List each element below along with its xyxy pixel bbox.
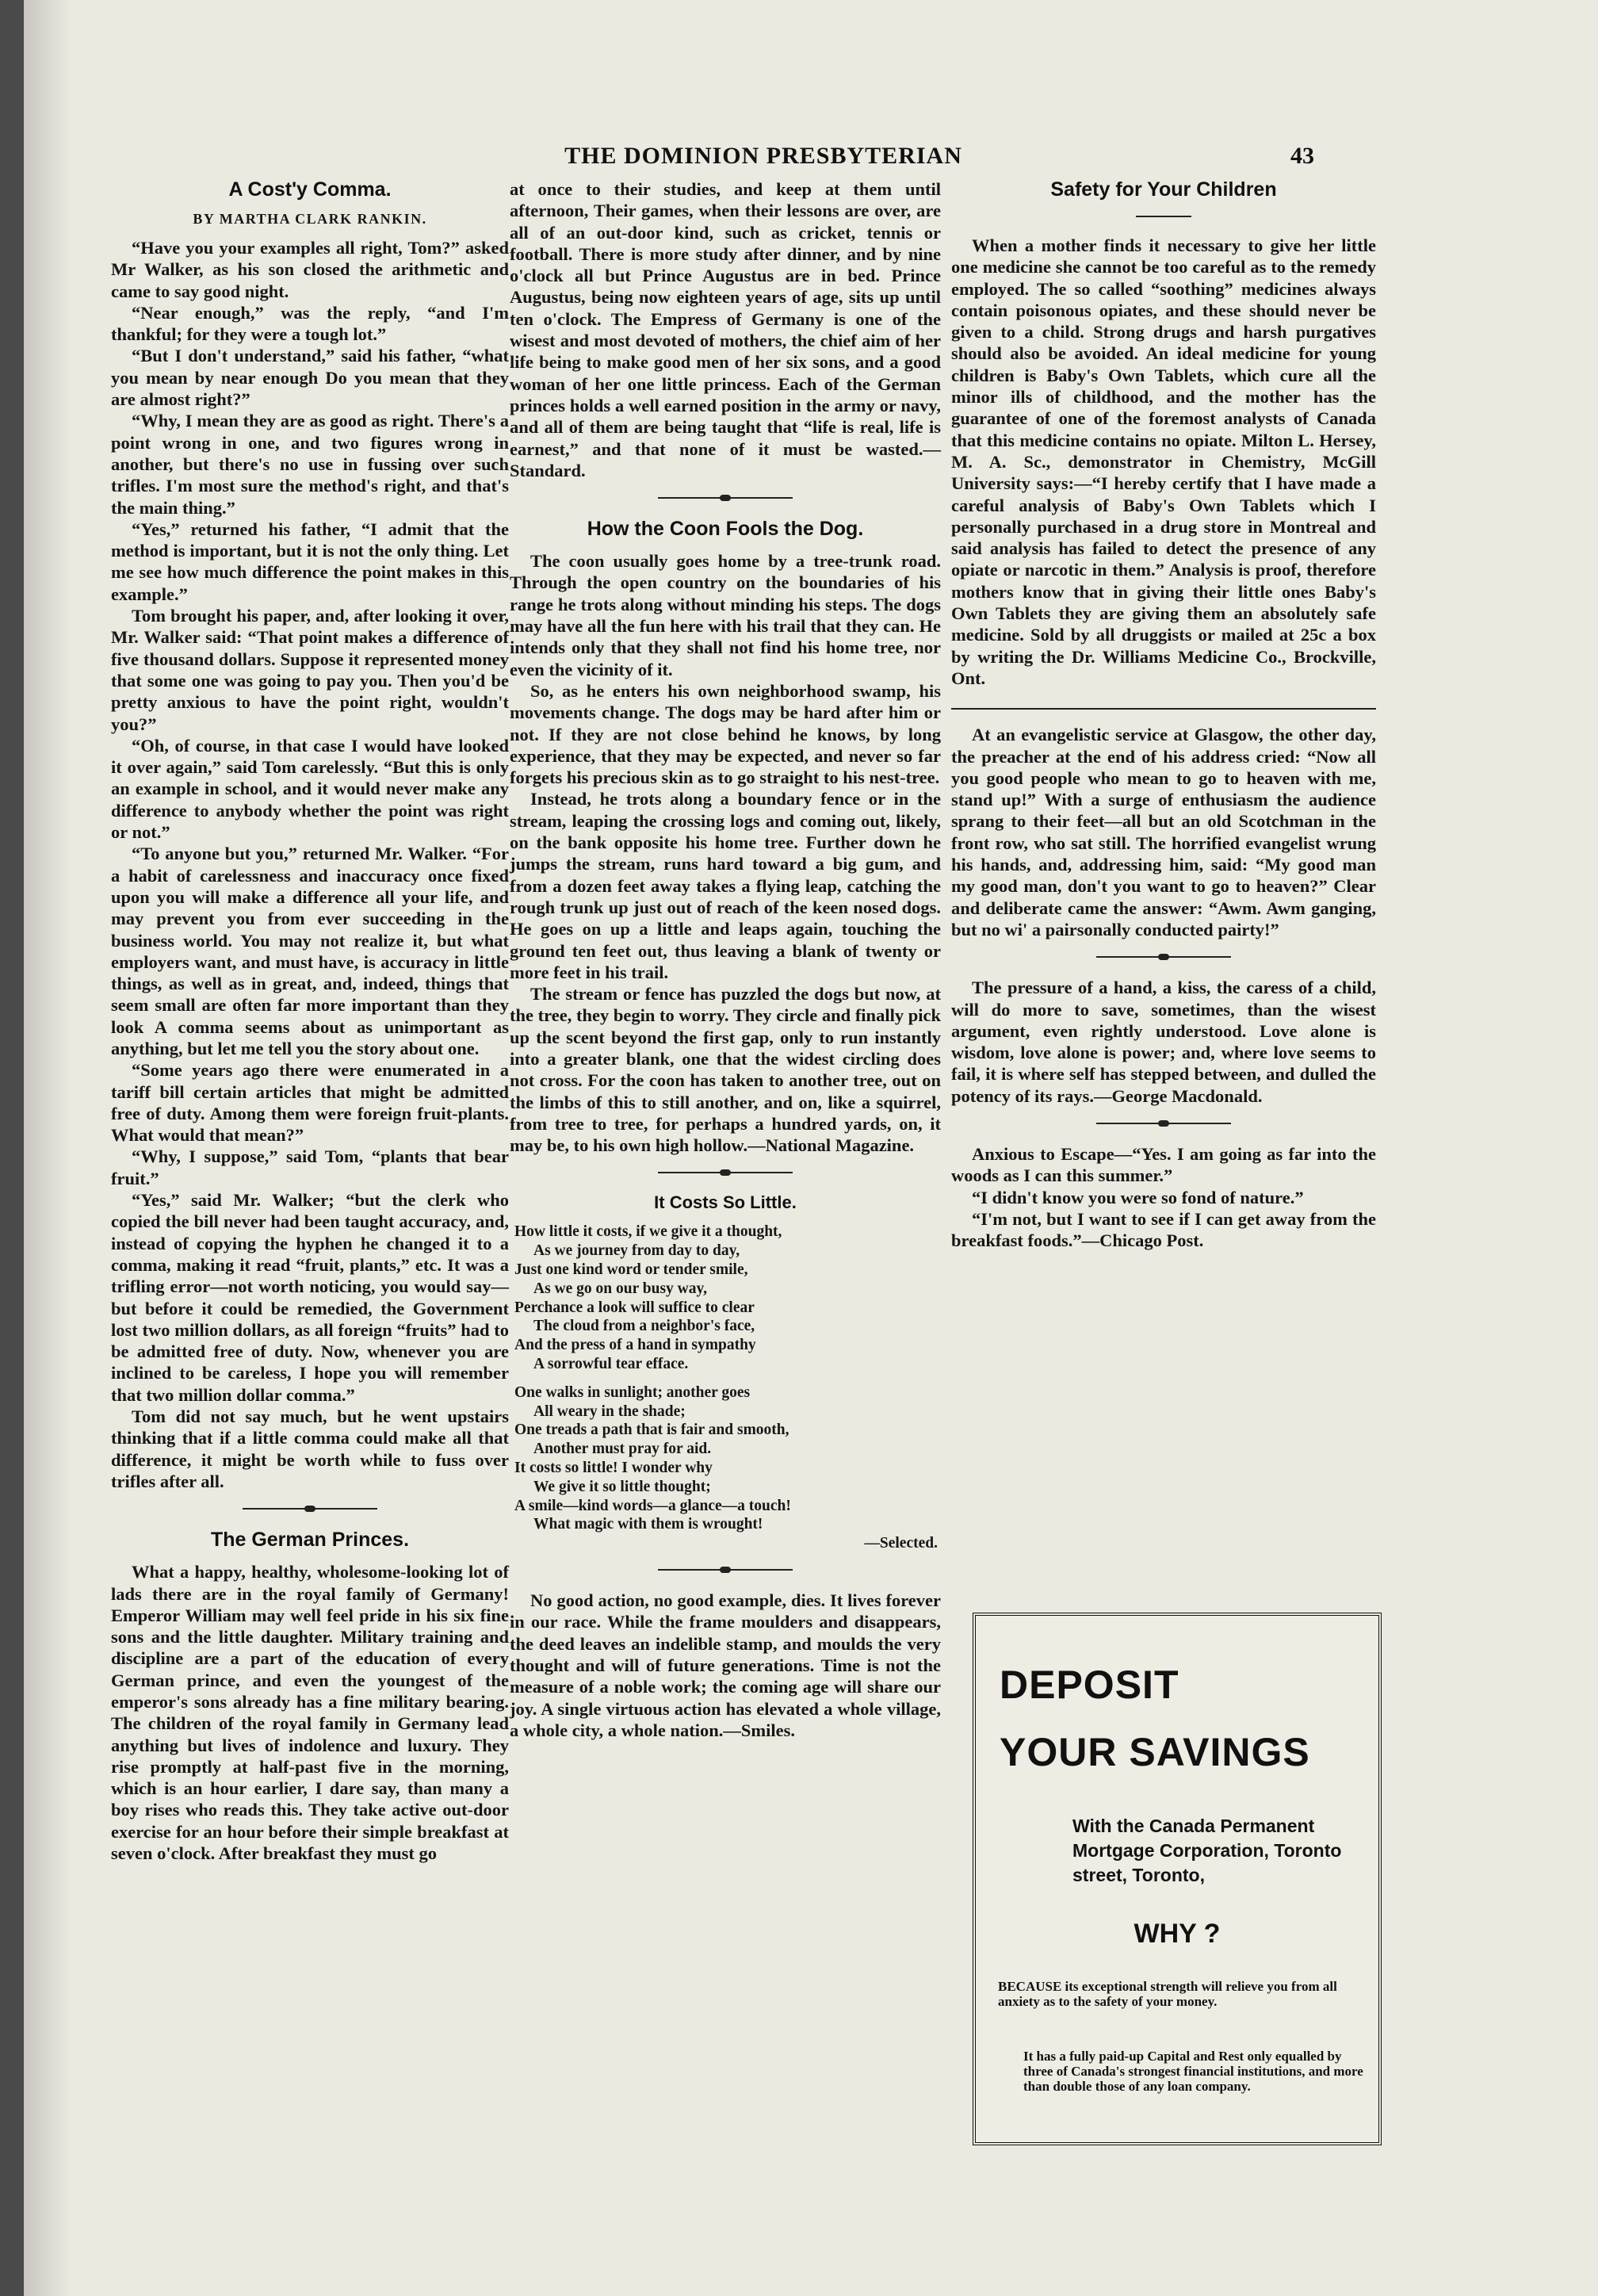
section-divider xyxy=(243,1503,377,1514)
column-1 xyxy=(111,178,509,1864)
paragraph: at once to their studies, and keep at them until afternoon, Their games, when their lessons are over, are all of an out-door kind, such as cricket, tennis or football. There is more study after dinner, and by nine o'clock all but Prince Augustus are in bed. Prince Augustus, being now eighteen years of age, sits up until ten o'clock. The Empress of Germany is one of the wisest and most devoted of mothers, the chief aim of her life being to make good men of her six sons, and a good woman of her one little princess. Each of the German princes holds a well earned position in the army or navy, and all of them are being taught that “life is real, life is earnest,” and that none of it must be wasted.—Standard. xyxy=(510,179,941,480)
section-divider xyxy=(1096,951,1231,962)
paragraph: “Near enough,” was the reply, “and I'm thankful; for they were a tough lot.” xyxy=(111,302,509,345)
paragraph: “Yes,” said Mr. Walker; “but the clerk who copied the bill never had been taught accuracy, and, instead of copying the hyphen he changed it to a comma, making it read “fruit, plants,” etc. It was a trifling error—not worth noticing, you would say—but before it could be remedied, the Government lost two million dollars, as all foreign “fruits” had to be admitted free of duty. Now, whenever you are inclined to be careless, I hope you will remember that two million dollar comma.” xyxy=(111,1190,509,1405)
ad-why: WHY ? xyxy=(1134,1919,1221,1949)
poem-line: As we journey from day to day, xyxy=(533,1242,740,1260)
paragraph: “I'm not, but I want to see if I can get away from the breakfast foods.”—Chicago Post. xyxy=(951,1208,1376,1251)
poem-line: Another must pray for aid. xyxy=(533,1441,712,1458)
poem-line: One walks in sunlight; another goes xyxy=(514,1383,751,1401)
poem-line: We give it so little thought; xyxy=(533,1478,711,1495)
poem-line: Perchance a look will suffice to clear xyxy=(514,1299,755,1316)
paragraph: “Oh, of course, in that case I would have looked it over again,” said Tom carelessly. “But this is only an example in school, and it would never make any difference to anybody whether the point was right or not.” xyxy=(111,735,509,843)
page-number: 43 xyxy=(1290,143,1314,169)
poem-line: A smile—kind words—a glance—a touch! xyxy=(514,1497,791,1514)
paragraph: Anxious to Escape—“Yes. I am going as far into the woods as I can this summer.” xyxy=(951,1143,1376,1186)
paragraph: When a mother finds it necessary to give her little one medicine she cannot be too careful as to the remedy employed. The so called “soothing” medicines always contain poisonous opiates, and these should never be given to a child. Strong drugs and harsh purgatives should also be avoided. An ideal medicine for young children is Baby's Own Tablets, which cure all the minor ills of childhood, and the mother has the guarantee of one of the foremost analysts of Canada that this medicine contains no opiate. Milton L. Hersey, M. A. Sc., demonstrator in Chemistry, McGill University says:—“I hereby certify that I have made a careful analysis of Baby's Own Tablets which I personally purchased in a drug store in Montreal and said analysis has failed to detect the presence of any opiate or narcotic in them.” Analysis is proof, therefore mothers know that in giving their little ones Baby's Own Tablets they are giving them an absolutely safe medicine. Sold by all druggists or mailed at 25c a box by writing the Dr. Williams Medicine Co., Brockville, Ont. xyxy=(951,235,1376,688)
section-divider xyxy=(658,1564,793,1575)
poem-title: It Costs So Little. xyxy=(654,1192,797,1213)
poem-line: All weary in the shade; xyxy=(533,1402,686,1420)
newspaper-page xyxy=(24,0,1598,2296)
savings-advertisement xyxy=(973,1613,1382,2145)
poem-line: What magic with them is wrought! xyxy=(533,1516,763,1533)
paragraph: The coon usually goes home by a tree-trunk road. Through the open country on the boundaries of his range he trots along without minding his steps. The dogs may have all the fun here with his trail that they can. He intends only that they shall not find his home tree, nor even the vicinity of it. xyxy=(510,551,941,679)
paragraph: No good action, no good example, dies. It lives forever in our race. While the frame moulders and disappears, the deed leaves an indelible stamp, and moulds the very thought and will of future generations. Time is not the measure of a noble work; the coming age will share our joy. A single virtuous action has elevated a whole village, a whole city, a whole nation.—Smiles. xyxy=(510,1590,941,1740)
article-title: How the Coon Fools the Dog. xyxy=(587,518,864,541)
poem-line: It costs so little! I wonder why xyxy=(514,1460,713,1477)
paragraph: What a happy, healthy, wholesome-looking lot of lads there are in the royal family of Germany! Emperor William may well feel pride in his six fine sons and the little daughter. Military training and discipline are a part of the education of every German prince, and even the youngest of the emperor's sons already has a fine military bearing. The children of the royal family in Germany lead anything but lives of indolence and luxury. They rise promptly at half-past five in the morning, which is an hour earlier, I dare say, than many a boy rises who reads this. They take active out-door exercise for an hour before their simple breakfast at seven o'clock. After breakfast they must go xyxy=(111,1562,509,1864)
paragraph: So, as he enters his own neighborhood swamp, his movements change. The dogs may be hard after him or not. If they are not close behind he knows, by long experience, that they may be expected, and never so far forgets his precious skin as to go straight to his nest-tree. xyxy=(510,680,941,788)
paragraph: Instead, he trots along a boundary fence or in the stream, leaping the crossing logs and coming out, likely, on the bank opposite his home tree. Further down he jumps the stream, runs hard toward a big gum, and from a dozen feet away takes a flying leap, catching the rough trunk up just out of reach of the keen nosed dogs. He goes on up a little and leaps again, touching the ground ten feet out, thus leaving a blank of twenty or more feet in his trail. xyxy=(510,789,941,982)
article-title: A Cost'y Comma. xyxy=(228,178,392,201)
ad-headline-2: YOUR SAVINGS xyxy=(1000,1730,1310,1774)
column-2 xyxy=(510,178,941,1741)
ad-headline: DEPOSIT xyxy=(1000,1663,1179,1707)
paragraph: “To anyone but you,” returned Mr. Walker. “For a habit of carelessness and inaccuracy once fixed upon you will make a difference all your life, and may prevent you from ever succeeding in the business world. You may not realize it, but what employers want, and must have, is accuracy in little things, as well as in great, and, indeed, things that seem small are often far more important than they look A comma seems about as unimportant as anything, but let me tell you the story about one. xyxy=(111,844,509,1058)
poem-line: A sorrowful tear efface. xyxy=(533,1356,689,1373)
paragraph: “Why, I mean they are as good as right. There's a point wrong in one, and two figures wrong in another, but there's no use in fussing over such trifles. I'm most sure the method's right, and that's the main thing.” xyxy=(111,411,509,518)
section-divider xyxy=(658,492,793,503)
section-rule xyxy=(951,708,1376,710)
paragraph: Tom did not say much, but he went upstairs thinking that if a little comma could make all that difference, it might be worth while to fuss over trifles after all. xyxy=(111,1406,509,1491)
section-divider xyxy=(658,1167,793,1178)
paragraph: The pressure of a hand, a kiss, the caress of a child, will do more to save, sometimes, than the wisest argument, even rightly understood. Love alone is wisdom, love alone is power; and, where love seems to fail, it is where self has stepped between, and dulled the potency of its rays.—George Macdonald. xyxy=(951,978,1376,1106)
paragraph: “I didn't know you were so fond of nature.” xyxy=(972,1187,1304,1207)
paragraph: “Why, I suppose,” said Tom, “plants that bear fruit.” xyxy=(111,1146,509,1188)
paragraph: “Have you your examples all right, Tom?” asked Mr Walker, as his son closed the arithmetic and came to say good night. xyxy=(111,238,509,301)
article-title: The German Princes. xyxy=(210,1529,410,1552)
paragraph: “Yes,” returned his father, “I admit that the method is important, but it is not the only thing. Let me see how much difference the point makes in this example.” xyxy=(111,519,509,604)
poem-line: One treads a path that is fair and smooth, xyxy=(514,1422,789,1439)
poem xyxy=(514,1223,941,1553)
section-divider xyxy=(1096,1118,1231,1129)
article-byline: BY MARTHA CLARK RANKIN. xyxy=(193,211,427,227)
poem-line: How little it costs, if we give it a thought, xyxy=(514,1223,782,1241)
poem-line: The cloud from a neighbor's face, xyxy=(533,1318,755,1335)
paragraph: At an evangelistic service at Glasgow, the other day, the preacher at the end of his address cried: “Now all you good people who mean to go to heaven with me, stand up!” With a surge of enthusiasm the audience sprang to their feet—all but an old Scotchman in the front row, who sat still. The horrified evangelist wrung his hands, and, addressing him, said: “My good man my good man, don't you want to go to heaven?” Clear and deliberate came the answer: “Awm. Awm ganging, but no wi' a pairsonally conducted pairty!” xyxy=(951,725,1376,939)
paragraph: The stream or fence has puzzled the dogs but now, at the tree, they begin to worry. They circle and finally pick up the scent beyond the first gap, only to run instantly into a greater blank, one that the widest circling does not cross. For the coon has taken to another tree, out on the limbs of this to still another, and on, like a squirrel, from tree to tree, for perhaps a hundred yards, on, it may be, to his own high hollow.—National Magazine. xyxy=(510,984,941,1156)
column-3 xyxy=(951,178,1376,1251)
masthead-title: THE DOMINION PRESBYTERIAN xyxy=(564,143,962,169)
page-spine xyxy=(24,0,71,2296)
paragraph: Tom brought his paper, and, after looking it over, Mr. Walker said: “That point makes a difference of five thousand dollars. Suppose it represented money that some one was going to pay you. Then you'd be pretty anxious to have the point right, wouldn't you?” xyxy=(111,606,509,734)
title-rule xyxy=(1136,216,1191,217)
poem-line: As we go on our busy way, xyxy=(533,1280,708,1297)
poem-line: And the press of a hand in sympathy xyxy=(514,1337,756,1354)
paragraph: “But I don't understand,” said his father, “what you mean by near enough Do you mean that they are almost right?” xyxy=(111,346,509,410)
ad-capital: It has a fully paid-up Capital and Rest only equalled by three of Canada's strongest financial institutions, and more than double those of any loan company. xyxy=(1023,2049,1363,2094)
poem-source: —Selected. xyxy=(864,1535,938,1552)
poem-line: Just one kind word or tender smile, xyxy=(514,1261,748,1279)
article-title: Safety for Your Children xyxy=(1050,178,1277,201)
paragraph: “Some years ago there were enumerated in a tariff bill certain articles that might be admitted free of duty. Among them were foreign fruit-plants. What would that mean?” xyxy=(111,1060,509,1146)
ad-company: With the Canada Permanent Mortgage Corporation, Toronto street, Toronto, xyxy=(1072,1816,1342,1885)
ad-because: BECAUSE its exceptional strength will relieve you from all anxiety as to the safety of your money. xyxy=(998,1979,1337,2009)
